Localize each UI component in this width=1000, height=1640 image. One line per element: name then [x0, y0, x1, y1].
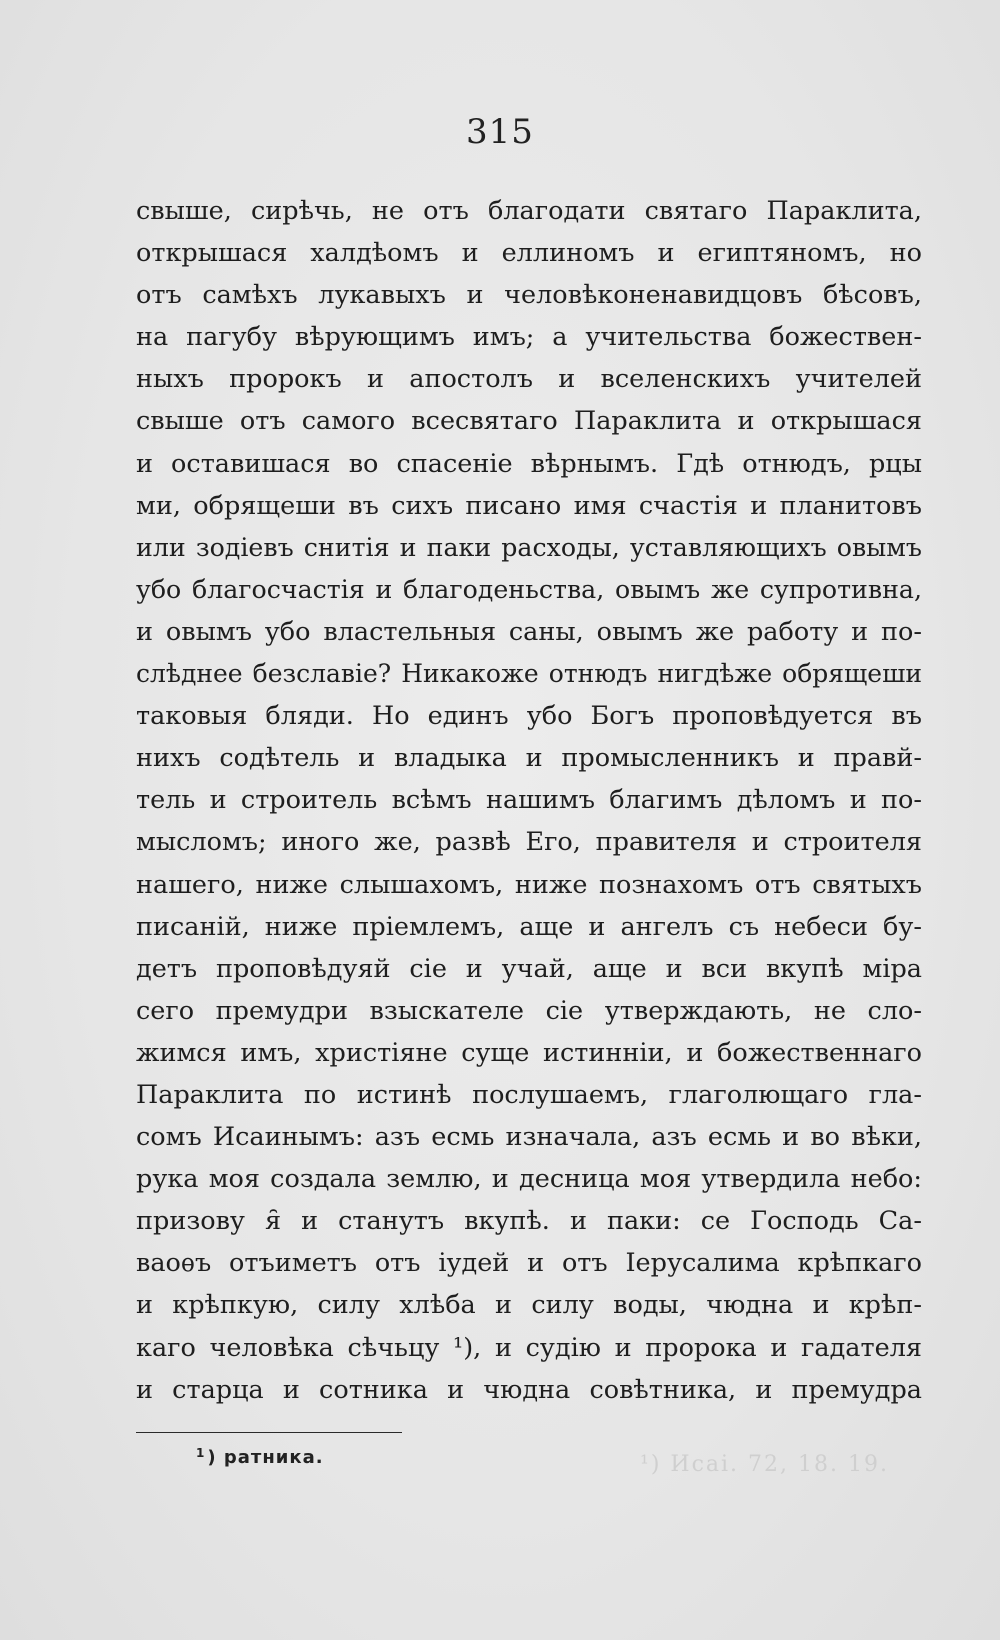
text-line: детъ проповѣдуяй сіе и учай, аще и вси вкупѣ міра: [136, 953, 922, 984]
text-line: нихъ содѣтель и владыка и промысленникъ и правй-: [136, 743, 922, 774]
footnote-text: ) ратника.: [207, 1447, 324, 1468]
text-line: писаній, ниже пріемлемъ, аще и ангелъ съ небеси бу-: [136, 911, 922, 942]
text-line: или зодіевъ снитія и паки расходы, уставляющихъ овымъ: [136, 532, 922, 562]
text-line: убо благосчастія и благоденьства, овымъ же супротивна,: [136, 574, 922, 604]
text-line: таковыя бляди. Но единъ убо Богъ проповѣдуется въ: [136, 701, 922, 732]
text-line: на пагубу вѣрующимъ имъ; а учительства божествен-: [136, 322, 922, 353]
text-line: отъ самѣхъ лукавыхъ и человѣконенавидцовъ бѣсовъ,: [136, 280, 922, 311]
footnote-marker: 1: [196, 1446, 206, 1460]
footnote: [196, 1446, 324, 1468]
text-line: свыше отъ самого всесвятаго Параклита и открышася: [136, 406, 922, 437]
text-line: и старца и сотника и чюдна совѣтника, и премудра: [136, 1374, 922, 1405]
bleed-through-text: ¹) Исаі. 72, 18. 19.: [640, 1452, 889, 1477]
text-line: мысломъ; иного же, развѣ Его, правителя и строителя: [136, 827, 922, 858]
text-line: и оставишася во спасеніе вѣрнымъ. Гдѣ отнюдъ, рцы: [136, 448, 922, 479]
text-line: и крѣпкую, силу хлѣба и силу воды, чюдна и крѣп-: [136, 1290, 922, 1321]
text-line: призову я̑ и станутъ вкупѣ. и паки: се Господь Са-: [136, 1206, 922, 1237]
text-line: нашего, ниже слышахомъ, ниже познахомъ отъ святыхъ: [136, 869, 922, 900]
text-line: ми, обрящеши въ сихъ писано имя счастія и планитовъ: [136, 490, 922, 521]
footnote-rule: [136, 1432, 402, 1433]
text-line: свыше, сирѣчь, не отъ благодати святаго Параклита,: [136, 196, 922, 226]
text-line: каго человѣка сѣчьцу ¹), и судію и пророка и гадателя: [136, 1332, 922, 1363]
text-line: Параклита по истинѣ послушаемъ, глаголющаго гла-: [136, 1079, 922, 1110]
text-line: сомъ Исаинымъ: азъ есмь изначала, азъ есмь и во вѣки,: [136, 1122, 922, 1153]
text-line: слѣднее безславіе? Никакоже отнюдъ нигдѣже обрящеши: [136, 659, 922, 689]
text-line: сего премудри взыскателе сіе утверждають, не сло-: [136, 995, 922, 1026]
text-line: жимся имъ, христіяне суще истинніи, и божественнаго: [136, 1037, 922, 1068]
text-line: открышася халдѣомъ и еллиномъ и египтяномъ, но: [136, 238, 922, 269]
text-line: рука моя создала землю, и десница моя утвердила небо:: [136, 1164, 922, 1195]
body-text: [136, 190, 922, 1411]
text-line: ваоѳъ отъиметъ отъ іудей и отъ Іерусалима крѣпкаго: [136, 1248, 922, 1279]
page-number: 315: [466, 112, 534, 152]
text-line: ныхъ пророкъ и апостолъ и вселенскихъ учителей: [136, 364, 922, 395]
text-line: и овымъ убо властельныя саны, овымъ же работу и по-: [136, 616, 922, 647]
text-line: тель и строитель всѣмъ нашимъ благимъ дѣломъ и по-: [136, 785, 922, 816]
